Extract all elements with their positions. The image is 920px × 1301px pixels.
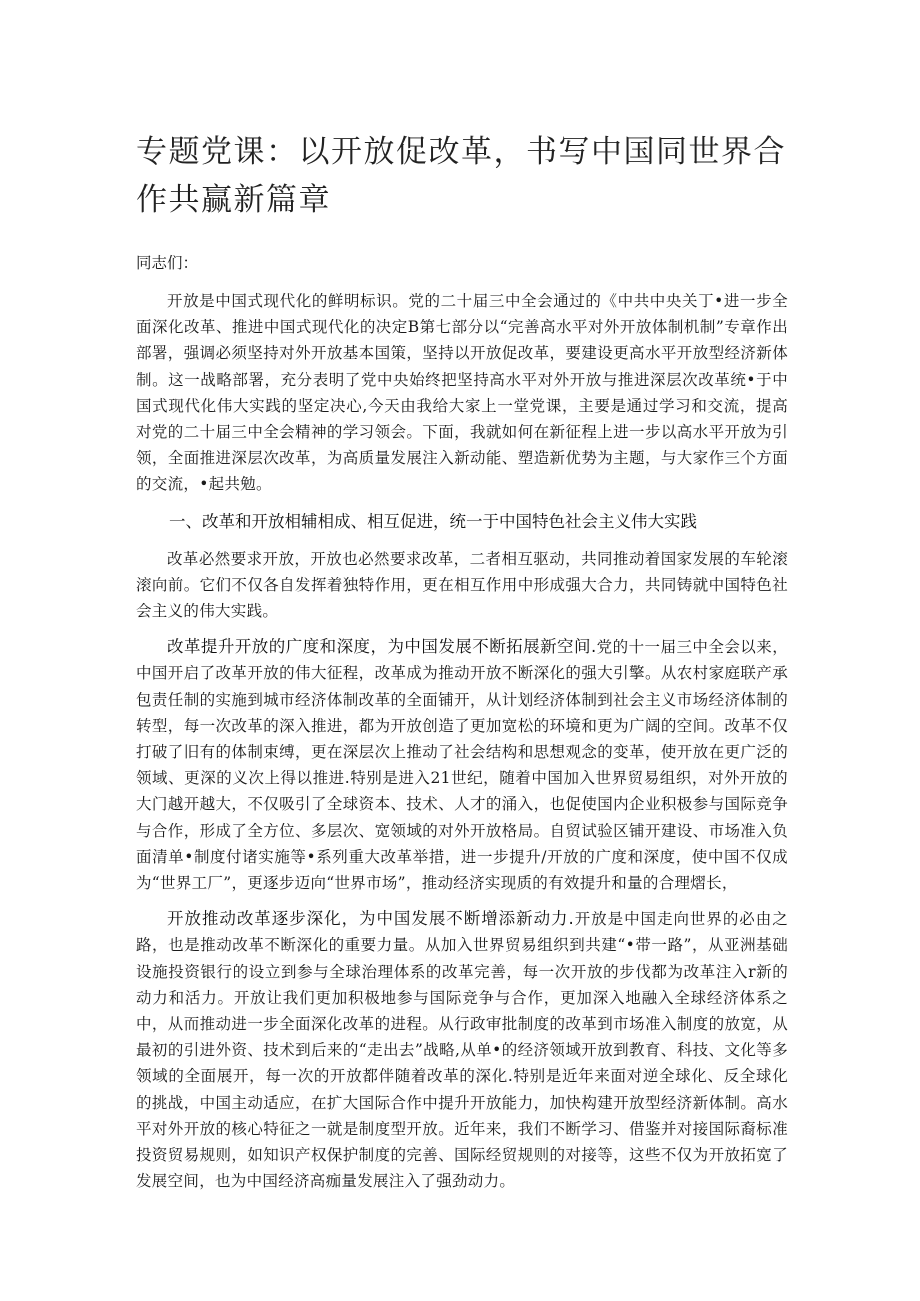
paragraph-opening-promotes-reform bbox=[136, 906, 788, 1194]
intro-paragraph: 开放是中国式现代化的鲜明标识。党的二十届三中全会通过的《中共中央关丁•进一步全面深化改革、推进中国式现代化的决定B第七部分以“完善高水平对外开放体制机制”专章作出部署，强调必须坚持对外开放基本国策，坚持以开放促改革，要建设更高水平开放型经济新体制。这一战略部署，充分表明了党中央始终把坚持高水平对外开放与推进深层次改革统•于中国式现代化伟大实践的坚定决心,今天由我给大家上一堂党课，主要是通过学习和交流，提高对党的二十届三中全会精神的学习领会。下面，我就如何在新征程上进一步以高水平开放为引领，全面推进深层次改革，为高质量发展注入新动能、塑造新优势为主题，与大家作三个方面的交流，•起共勉。 bbox=[136, 292, 788, 494]
section-1-heading: 一、改革和开放相辅相成、相互促进，统一于中国特色社会主义伟大实践 bbox=[169, 511, 697, 531]
paragraph-body-opening: 开放是中国走向世界的必由之路，也是推动改革不断深化的重要力量。从加入世界贸易组织到共建“•带一路”，从亚洲基础设施投资银行的设立到参与全球治理体系的改革完善，每一次开放的步伐都为改革注入r新的动力和活力。开放让我们更加积极地参与国际竞争与合作，更加深入地融入全球经济体系之中，从而推动进一步全面深化改革的进程。从行政审批制度的改革到市场准入制度的放宽，从最初的引进外资、技术到后来的“走出去”战略,从单•的经济领域开放到教育、科技、文化等多领域的全面展开，每一次的开放都伴随着改革的深化.特别是近年来面对逆全球化、反全球化的挑战，中国主动适应，在扩大国际合作中提升开放能力，加快构建开放型经济新体制。高水平对外开放的核心特征之一就是制度型开放。近年来，我们不断学习、借鉴并对接国际裔标准投资贸易规则，如知识产权保护制度的完善、国际经贸规则的对接等，这些不仅为开放拓宽了发展空间，也为中国经济高痂量发展注入了强劲动力。 bbox=[136, 910, 789, 1191]
paragraph-lead-reform: 改革提升开放的广度和深度，为中国发展不断拓展新空间. bbox=[167, 637, 597, 657]
paragraph-reform-promotes-opening bbox=[136, 634, 788, 896]
paragraph-lead-opening: 开放推动改革逐步深化，为中国发展不断增添新动力. bbox=[167, 909, 575, 929]
paragraph-body-reform: 党的十一届三中全会以来，中国开启了改革开放的伟大征程，改革成为推动开放不断深化的强大引擎。从农村家庭联产承包责任制的实施到城市经济体制改革的全面铺开，从计划经济体制到社会主义市场经济体制的转型，每一次改革的深入推进，都为开放创造了更加宽松的环境和更为广阔的空间。改革不仅打破了旧有的体制束缚，更在深层次上推动了社会结构和思想观念的变革，使开放在更广泛的领域、更深的义次上得以推进.特别是进入21世纪，随着中国加入世界贸易组织，对外开放的大门越开越大，不仅吸引了全球资本、技术、人才的涌入，也促使国内企业积极参与国际竞争与合作，形成了全方位、多层次、宽领域的对外开放格局。自贸试验区铺开建设、市场准入负面清单•制度付诸实施等•系列重大改革举措，进一步提升/开放的广度和深度，使中国不仅成为“世界工厂”，更逐步迈向“世界市场”，推动经济实现质的有效提升和量的合理熠长， bbox=[136, 638, 788, 893]
document-page bbox=[136, 128, 788, 1205]
section-1-intro-paragraph: 改革必然要求开放，开放也必然要求改革，二者相互驱动，共同推动着国家发展的车轮滚滚向前。它们不仅各自发挥着独特作用，更在相互作用中形成强大合力，共同铸就中国特色社会主义的伟大实践。 bbox=[136, 549, 788, 621]
salutation: 同志们： bbox=[136, 254, 199, 272]
document-title: 专题党课：以开放促改革，书写中国同世界合作共赢新篇章 bbox=[136, 134, 786, 218]
